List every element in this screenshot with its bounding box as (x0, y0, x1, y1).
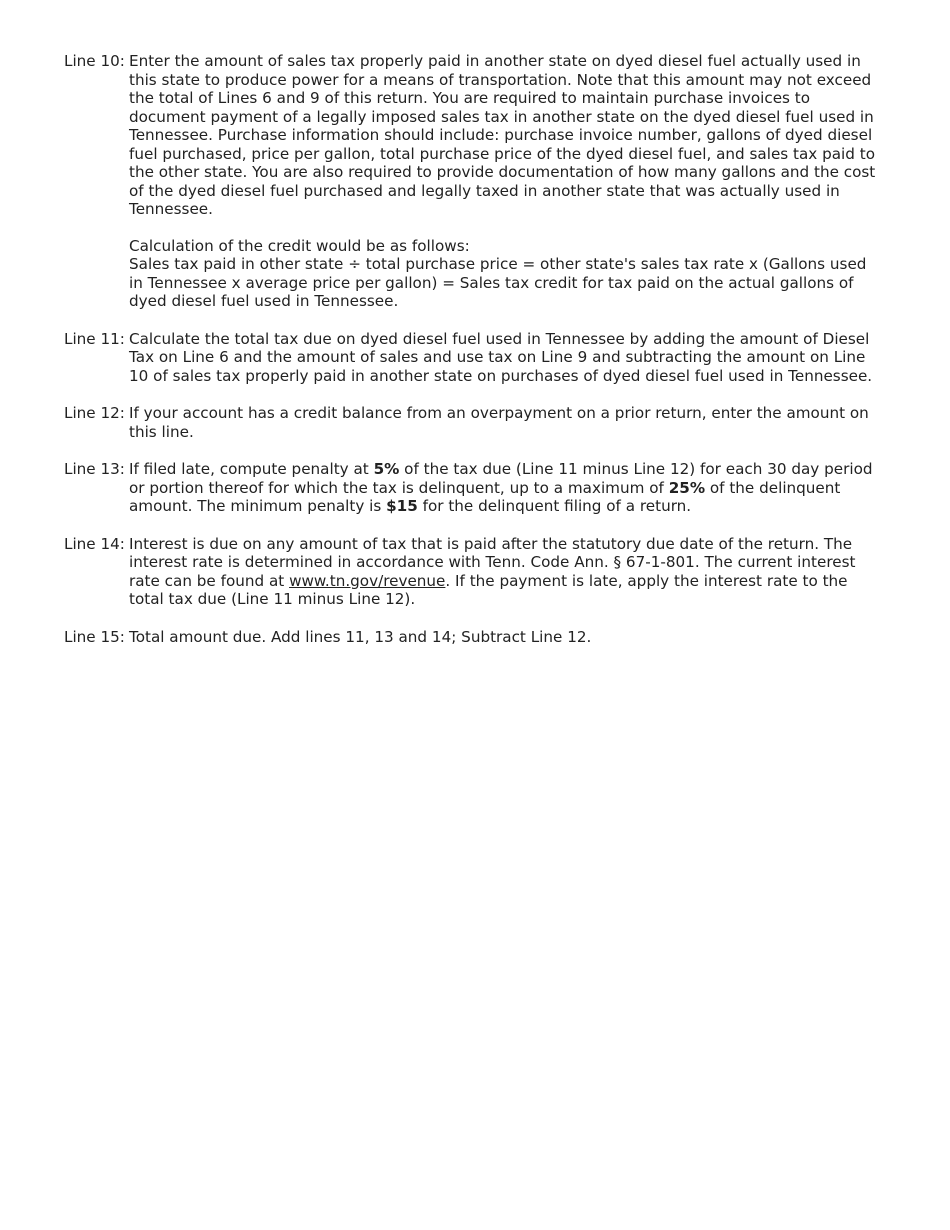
minimum-penalty: $15 (386, 497, 418, 515)
line-14-text-part2: . If the payment is late, apply the interest rate to the total tax due (Line 11 minus Line 12). (129, 571, 848, 608)
line-13-text (129, 460, 882, 516)
line-11-instruction (64, 330, 882, 386)
line-13-instruction (64, 460, 882, 516)
line-13-text-part3: of the delinquent amount. The minimum penalty is (129, 478, 841, 515)
revenue-website-link[interactable]: www.tn.gov/revenue (289, 571, 446, 590)
line-14-instruction (64, 535, 882, 609)
line-12-instruction (64, 404, 882, 441)
credit-calculation-formula: Sales tax paid in other state ÷ total purchase price = other state's sales tax rate x (Gallons used in Tennessee x average price per gallon) = Sales tax credit for tax paid on the actual gallons of dyed diesel fuel used in Tennessee. (129, 255, 867, 310)
credit-calculation (129, 237, 882, 311)
line-11-text: Calculate the total tax due on dyed diesel fuel used in Tennessee by adding the amount of Diesel Tax on Line 6 and the amount of sales and use tax on Line 9 and subtracting the amount on Line 10 of sales tax properly paid in another state on purchases of dyed diesel fuel used in Tennessee. (129, 329, 873, 385)
line-10-paragraph: Enter the amount of sales tax properly paid in another state on dyed diesel fuel actually used in this state to produce power for a means of transportation. Note that this amount may not exceed the total of Lines 6 and 9 of this return. You are required to maintain purchase invoices to document payment of a legally imposed sales tax in another state on the dyed diesel fuel used in Tennessee. Purchase information should include: purchase invoice number, gallons of dyed diesel fuel purchased, price per gallon, total purchase price of the dyed diesel fuel, and sales tax paid to the other state. You are also required to provide documentation of how many gallons and the cost of the dyed diesel fuel purchased and legally taxed in another state that was actually used in Tennessee. (129, 52, 876, 218)
line-15-text: Total amount due. Add lines 11, 13 and 14; Subtract Line 12. (129, 627, 592, 646)
line-12-label: Line 12: (64, 404, 125, 422)
instructions-document (64, 52, 882, 646)
line-10-body (129, 52, 882, 311)
maximum-penalty-rate: 25% (668, 478, 706, 497)
line-14-text-part1: Interest is due on any amount of tax that is paid after the statutory due date of the return. The interest rate is determined in accordance with Tenn. Code Ann. § 67-1-801. The current interest rate can be found at (129, 534, 856, 590)
line-10-instruction (64, 52, 882, 311)
penalty-rate: 5% (373, 460, 400, 478)
line-13-label: Line 13: (64, 460, 125, 478)
line-13-text-part4: for the delinquent filing of a return. (417, 497, 692, 515)
line-12-text: If your account has a credit balance from an overpayment on a prior return, enter the amount on this line. (129, 404, 869, 441)
credit-calculation-heading: Calculation of the credit would be as follows: (129, 236, 470, 255)
line-14-text (129, 535, 882, 609)
line-10-label: Line 10: (64, 52, 125, 70)
line-13-text-part2: of the tax due (Line 11 minus Line 12) for each 30 day period or portion thereof for which the tax is delinquent, up to a maximum of (129, 460, 873, 497)
line-11-label: Line 11: (64, 329, 125, 348)
line-15-instruction (64, 628, 882, 647)
line-13-text-part1: If filed late, compute penalty at (129, 460, 374, 478)
line-14-label: Line 14: (64, 534, 125, 553)
line-15-label: Line 15: (64, 627, 125, 646)
